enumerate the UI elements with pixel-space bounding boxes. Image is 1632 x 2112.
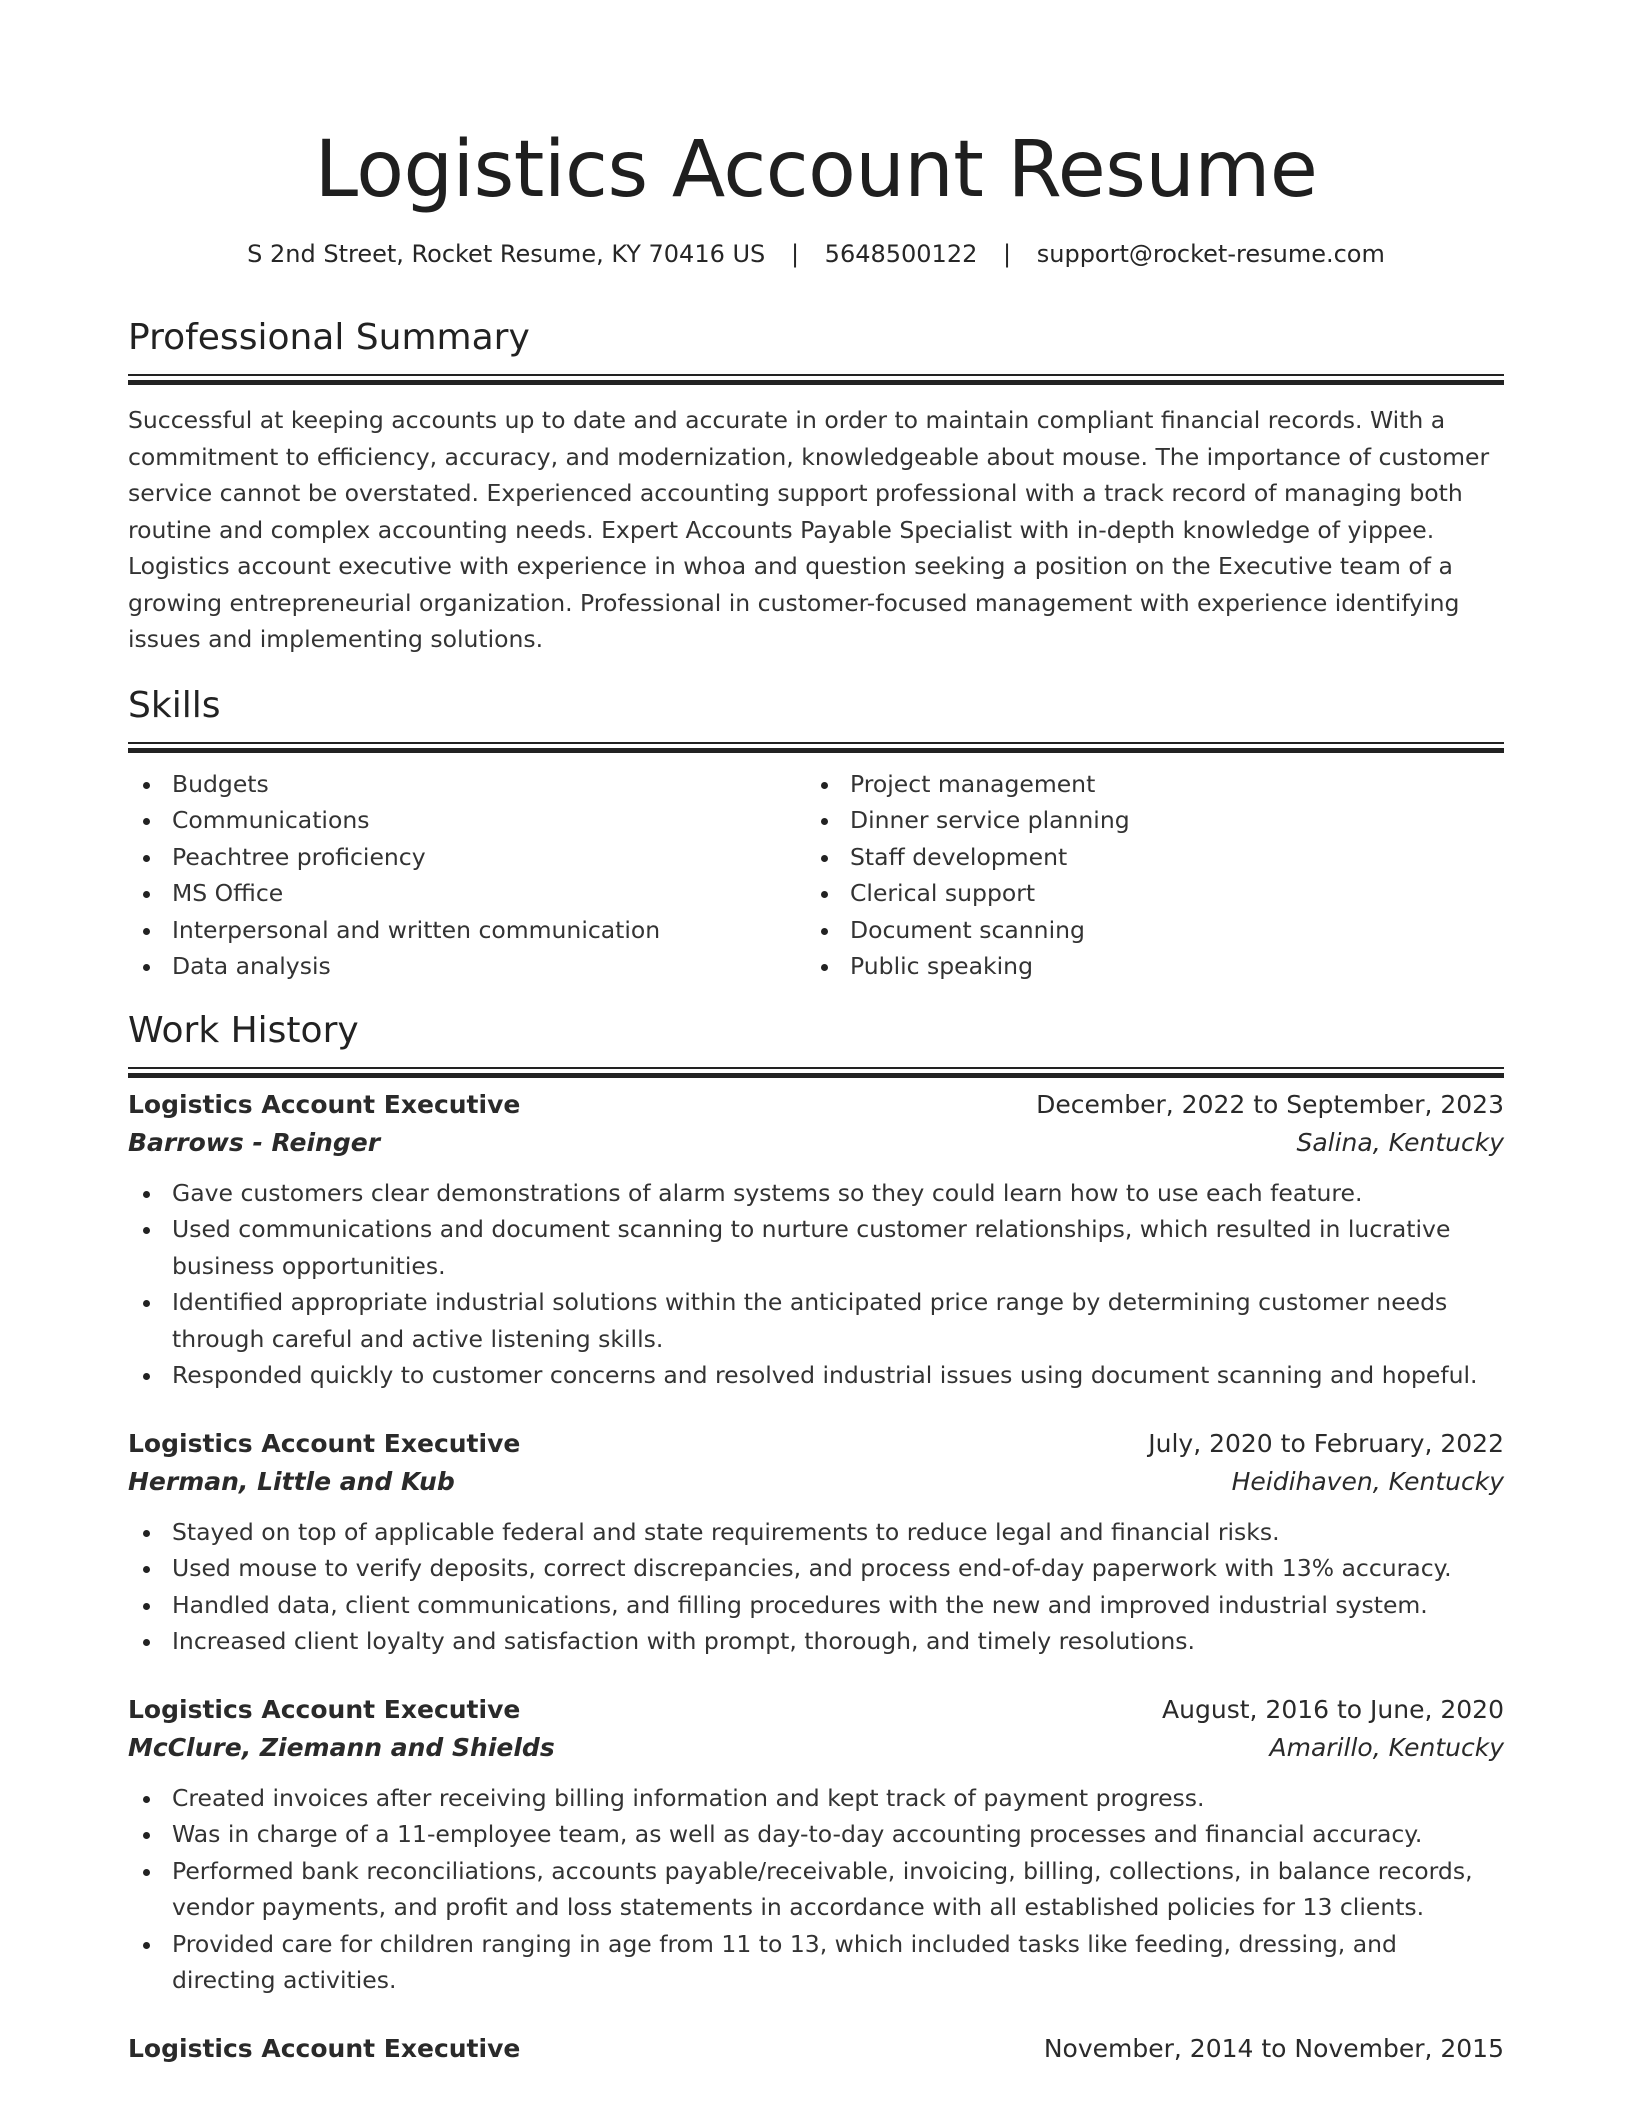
job-header [128, 2031, 1504, 2067]
job-bullet: Provided care for children ranging in age from 11 to 13, which included tasks like feeding, dressing, and directing activities. [128, 1926, 1504, 1999]
resume-page [128, 0, 1504, 2067]
contact-email: support@rocket-resume.com [1036, 240, 1385, 268]
job-dates: August, 2016 to June, 2020 [1162, 1694, 1504, 1724]
skill-item: Public speaking [806, 948, 1484, 985]
job-company: Herman, Little and Kub [128, 1466, 455, 1496]
contact-address: S 2nd Street, Rocket Resume, KY 70416 US [247, 240, 766, 268]
job-header [128, 1426, 1504, 1462]
job-subheader [128, 1462, 1504, 1502]
job-company: McClure, Ziemann and Shields [128, 1732, 555, 1762]
job-entry [128, 1692, 1504, 1999]
job-title: Logistics Account Executive [128, 2033, 521, 2063]
job-bullet: Gave customers clear demonstrations of alarm systems so they could learn how to use each feature. [128, 1175, 1504, 1212]
job-header [128, 1692, 1504, 1728]
work-section [128, 1009, 1504, 2067]
job-bullet: Stayed on top of applicable federal and state requirements to reduce legal and financial risks. [128, 1514, 1504, 1551]
job-bullet: Handled data, client communications, and filling procedures with the new and improved industrial system. [128, 1587, 1504, 1624]
job-bullet: Identified appropriate industrial solutions within the anticipated price range by determining customer needs through careful and active listening skills. [128, 1284, 1504, 1357]
job-subheader [128, 1728, 1504, 1768]
job-header [128, 1087, 1504, 1123]
job-company: Barrows - Reinger [128, 1127, 381, 1157]
summary-section [128, 316, 1504, 658]
skills-columns [128, 766, 1504, 985]
skills-list-left [128, 766, 806, 985]
section-title-summary: Professional Summary [128, 317, 530, 358]
skill-item: Data analysis [128, 948, 806, 985]
job-subheader [128, 1123, 1504, 1163]
job-bullets [128, 1780, 1504, 1999]
skill-item: Project management [806, 766, 1484, 803]
resume-title: Logistics Account Resume [314, 125, 1318, 215]
contact-phone: 5648500122 [824, 240, 978, 268]
job-bullet: Was in charge of a 11-employee team, as well as day-to-day accounting processes and financial accuracy. [128, 1816, 1504, 1853]
skill-item: Document scanning [806, 912, 1484, 949]
contact-separator: | [790, 240, 800, 268]
job-location: Heidihaven, Kentucky [1231, 1466, 1504, 1496]
skill-item: Interpersonal and written communication [128, 912, 806, 949]
job-dates: November, 2014 to November, 2015 [1043, 2033, 1504, 2063]
job-title: Logistics Account Executive [128, 1694, 521, 1724]
job-title: Logistics Account Executive [128, 1089, 521, 1119]
skill-item: Budgets [128, 766, 806, 803]
job-bullet: Performed bank reconciliations, accounts payable/receivable, invoicing, billing, collections, in balance records, vendor payments, and profit and loss statements in accordance with all established policies for 13 clients. [128, 1853, 1504, 1926]
job-entry [128, 1087, 1504, 1394]
section-title-skills: Skills [128, 684, 221, 726]
job-bullet: Used mouse to verify deposits, correct discrepancies, and process end-of-day paperwork with 13% accuracy. [128, 1550, 1504, 1587]
job-location: Salina, Kentucky [1296, 1127, 1504, 1157]
job-dates: July, 2020 to February, 2022 [1148, 1428, 1504, 1458]
job-bullets [128, 1175, 1504, 1394]
job-bullets [128, 1514, 1504, 1660]
contact-line [128, 238, 1504, 270]
skill-item: Dinner service planning [806, 802, 1484, 839]
section-divider [128, 374, 1504, 376]
skill-item: Peachtree proficiency [128, 839, 806, 876]
skill-item: Communications [128, 802, 806, 839]
skills-section [128, 684, 1504, 985]
section-divider [128, 742, 1504, 744]
job-bullet: Responded quickly to customer concerns and resolved industrial issues using document scanning and hopeful. [128, 1357, 1504, 1394]
skill-item: Clerical support [806, 875, 1484, 912]
job-dates: December, 2022 to September, 2023 [1036, 1089, 1504, 1119]
summary-text: Successful at keeping accounts up to date and accurate in order to maintain compliant financial records. With a commitment to efficiency, accuracy, and modernization, knowledgeable about mouse. The importance of customer service cannot be overstated. Experienced accounting support professional with a track record of managing both routine and complex accounting needs. Expert Accounts Payable Specialist with in-depth knowledge of yippee. Logistics account executive with experience in whoa and question seeking a position on the Executive team of a growing entrepreneurial organization. Professional in customer-focused management with experience identifying issues and implementing solutions. [128, 406, 1490, 653]
section-title-work: Work History [128, 1009, 359, 1051]
job-title: Logistics Account Executive [128, 1428, 521, 1458]
skills-list-right [806, 766, 1484, 985]
skill-item: MS Office [128, 875, 806, 912]
section-divider [128, 1067, 1504, 1069]
job-location: Amarillo, Kentucky [1269, 1732, 1504, 1762]
job-entry [128, 1426, 1504, 1660]
contact-separator: | [1003, 240, 1012, 268]
job-bullet: Created invoices after receiving billing information and kept track of payment progress. [128, 1780, 1504, 1817]
job-entry [128, 2031, 1504, 2067]
job-bullet: Increased client loyalty and satisfaction with prompt, thorough, and timely resolutions. [128, 1623, 1504, 1660]
skill-item: Staff development [806, 839, 1484, 876]
job-bullet: Used communications and document scanning to nurture customer relationships, which resulted in lucrative business opportunities. [128, 1211, 1504, 1284]
